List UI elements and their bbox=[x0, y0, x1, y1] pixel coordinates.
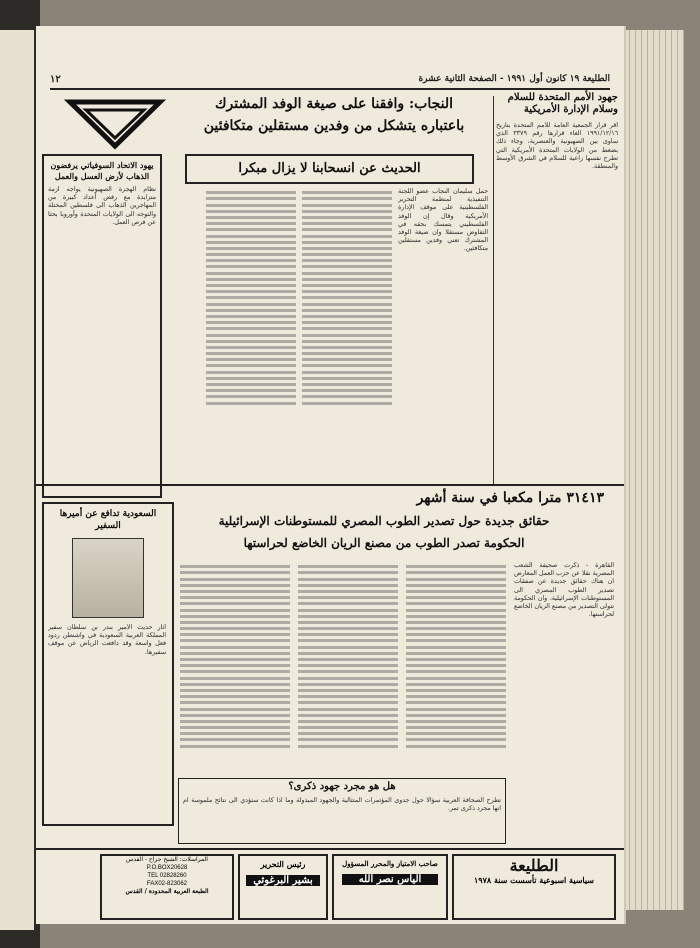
publisher-sub: سياسية اسبوعية تأسست سنة ١٩٧٨ bbox=[473, 875, 594, 885]
footer-editor1 bbox=[332, 854, 448, 920]
left-story-box bbox=[42, 154, 162, 498]
main-headline: باعتباره يتشكل من وفدين مستقلين متكافئين bbox=[203, 118, 465, 134]
main-kicker: النجاب: وافقنا على صيغة الوفد المشترك bbox=[215, 96, 453, 112]
banner-lead: ٣١٤١٣ مترا مكعبا في سنة أشهر bbox=[416, 490, 604, 506]
date-line: الطليعة ١٩ كانون أول ١٩٩١ - الصفحة الثانية عشرة bbox=[418, 74, 610, 84]
banner-headline-1: حقائق جديدة حول تصدير الطوب المصري للمستوطنات الإسرائيلية bbox=[218, 514, 550, 528]
facing-page-edge bbox=[0, 30, 34, 930]
ambassador-photo bbox=[72, 538, 144, 618]
newspaper-page bbox=[36, 26, 624, 924]
main-body-col3 bbox=[206, 188, 296, 478]
printer: الطبعة العربية المحدودة / القدس bbox=[125, 888, 209, 895]
banner-headline-2: الحكومة تصدر الطوب من مصنع الريان الخاضع لحراستها bbox=[243, 536, 525, 550]
right-col-title: جهود الأمم المتحدة للسلام وسلام الإدارة الأمريكية bbox=[507, 92, 618, 115]
main-body-col4 bbox=[180, 188, 200, 478]
publisher-name: الطليعة bbox=[509, 856, 559, 875]
footer-address bbox=[100, 854, 234, 920]
brick-col3 bbox=[298, 562, 398, 772]
right-col-body: أقر قرار الجمعية العامة للأمم المتحدة بتاريخ ١٩٩١/١٢/١٦ الغاء قرارها رقم ٣٣٧٩ الذي ساوى بين الصهيونية والعنصرية، وجاء ذلك بضغط من الولايات المتحدة الأمريكية التي تطرح نفسها راعية للسلام في الشرق الأوسط والمنطقة. bbox=[496, 122, 618, 171]
stacked-page-edges bbox=[624, 30, 684, 910]
main-body-col2 bbox=[302, 188, 392, 478]
fax: FAX02-823062 bbox=[146, 881, 188, 887]
logo-emblem bbox=[50, 98, 180, 150]
saudi-body: أثار حديث الأمير بندر بن سلطان سفير المملكة العربية السعودية في واشنطن ردود فعل واسعة وقد دافعت الرياض عن موقف سفيرها. bbox=[48, 624, 166, 656]
left-story-headline: يهود الاتحاد السوفياتي يرفضون الذهاب لأرض العسل والعمل bbox=[50, 160, 154, 181]
address-label: المراسلات: الشيخ جراح - القدس bbox=[126, 856, 208, 863]
brick-col4 bbox=[180, 562, 290, 772]
footer-publisher bbox=[452, 854, 616, 920]
main-body: حمل سليمان النجاب عضو اللجنة التنفيذية لمنظمة التحرير الفلسطينية على موقف الإدارة الأمريكية وقال إن الوفد الفلسطيني يتمسك بحقه في التفاوض مستقلا وان صيغة الوفد المشترك تعني وفدين مستقلين متكافئين. bbox=[398, 188, 488, 253]
question-headline: هل هو مجرد جهود ذكرى؟ bbox=[288, 781, 396, 792]
telephone: TEL 02828260 bbox=[147, 873, 187, 879]
page-number: ١٢ bbox=[50, 73, 61, 85]
question-box bbox=[178, 778, 506, 844]
right-column bbox=[496, 92, 618, 484]
editor2-label: رئيس التحرير bbox=[260, 859, 306, 869]
brick-body: القاهرة - ذكرت صحيفة الشعب المصرية نقلا عن حزب العمل المعارض ان هناك حقائق جديدة عن صفقات تصدير الطوب المصري الى المستوطنات الإسرائيلية، وان الحكومة تتولى التصدير من مصنع الريان الخاضع لحراستها. bbox=[514, 562, 614, 619]
saudi-headline: السعودية تدافع عن أميرها السفير bbox=[59, 509, 157, 531]
editor1-name: الياس نصر الله bbox=[342, 874, 438, 885]
brick-col2 bbox=[406, 562, 506, 772]
main-subhead: الحديث عن انسحابنا لا يزال مبكرا bbox=[185, 154, 474, 184]
question-body: تطرح الصحافة العربية سؤالا حول جدوى المؤتمرات المتتالية والجهود المبذولة وما اذا كانت ستؤدي الى نتائج ملموسة ام انها مجرد ذكرى تمر. bbox=[183, 797, 501, 813]
po-box: P.O.BOX20628 bbox=[146, 865, 188, 871]
footer-editor2 bbox=[238, 854, 328, 920]
editor1-label: صاحب الامتياز والمحرر المسؤول bbox=[342, 859, 438, 868]
saudi-box bbox=[42, 502, 174, 826]
left-story-body: نظام الهجرة الصهيونية يواجه أزمة متزايدة مع رفض أعداد كبيرة من المهاجرين الذهاب الى فلسطين المحتلة والتوجه الى الولايات المتحدة وأوروبا بحثا عن فرص العمل. bbox=[48, 186, 156, 226]
masthead-strip bbox=[50, 70, 610, 90]
editor2-name: بشير البرغوثي bbox=[246, 875, 320, 886]
